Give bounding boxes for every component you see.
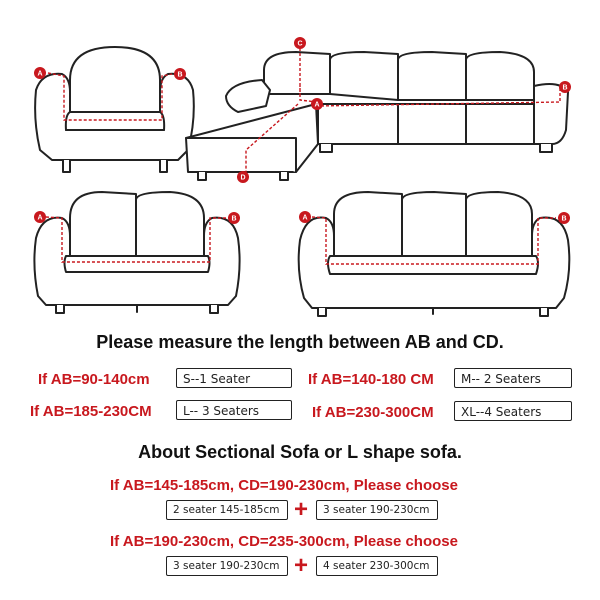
marker-a-loveseat (34, 211, 46, 223)
plus-icon: + (294, 496, 309, 523)
marker-b-sectional (559, 81, 571, 93)
sectional-rule-1-condition: If AB=145-185cm, CD=190-230cm, Please choose (110, 477, 458, 494)
marker-a-armchair (34, 67, 46, 79)
size-option-m: M-- 2 Seaters (454, 368, 572, 388)
size-option-s: S--1 Seater (176, 368, 292, 388)
plus-icon: + (294, 552, 309, 579)
svg-text:A: A (314, 101, 320, 109)
size-option-l: L-- 3 Seaters (176, 400, 292, 420)
svg-text:A: A (302, 214, 308, 222)
svg-text:C: C (297, 40, 303, 48)
sectional-rule-2-condition: If AB=190-230cm, CD=235-300cm, Please choose (110, 533, 458, 550)
svg-text:A: A (37, 214, 43, 222)
sectional-rule-2-choice-2: 4 seater 230-300cm (316, 556, 438, 576)
svg-text:B: B (562, 84, 568, 92)
sectional-rule-1-choice-1: 2 seater 145-185cm (166, 500, 288, 520)
marker-a-sectional (311, 98, 323, 110)
svg-text:D: D (240, 174, 246, 182)
three-seat-sofa-illustration (299, 192, 570, 316)
svg-text:A: A (37, 70, 43, 78)
svg-text:B: B (177, 71, 183, 79)
rule-condition-s: If AB=90-140cm (38, 371, 150, 388)
svg-text:B: B (561, 215, 567, 223)
armchair-illustration (35, 47, 194, 172)
marker-c-sectional (294, 37, 306, 49)
loveseat-illustration (34, 192, 239, 313)
marker-b-three-seat (558, 212, 570, 224)
sectional-sofa-illustration (186, 52, 568, 180)
measure-heading: Please measure the length between AB and CD. (96, 332, 504, 352)
marker-d-sectional (237, 171, 249, 183)
sectional-rule-1-choice-2: 3 seater 190-230cm (316, 500, 438, 520)
rule-condition-m: If AB=140-180 CM (308, 371, 434, 388)
marker-a-three-seat (299, 211, 311, 223)
rule-condition-l: If AB=185-230CM (30, 403, 152, 420)
size-option-xl: XL--4 Seaters (454, 401, 572, 421)
sectional-heading: About Sectional Sofa or L shape sofa. (138, 442, 462, 462)
marker-b-armchair (174, 68, 186, 80)
marker-b-loveseat (228, 212, 240, 224)
rule-condition-xl: If AB=230-300CM (312, 404, 434, 421)
svg-text:B: B (231, 215, 237, 223)
sectional-rule-2-choice-1: 3 seater 190-230cm (166, 556, 288, 576)
